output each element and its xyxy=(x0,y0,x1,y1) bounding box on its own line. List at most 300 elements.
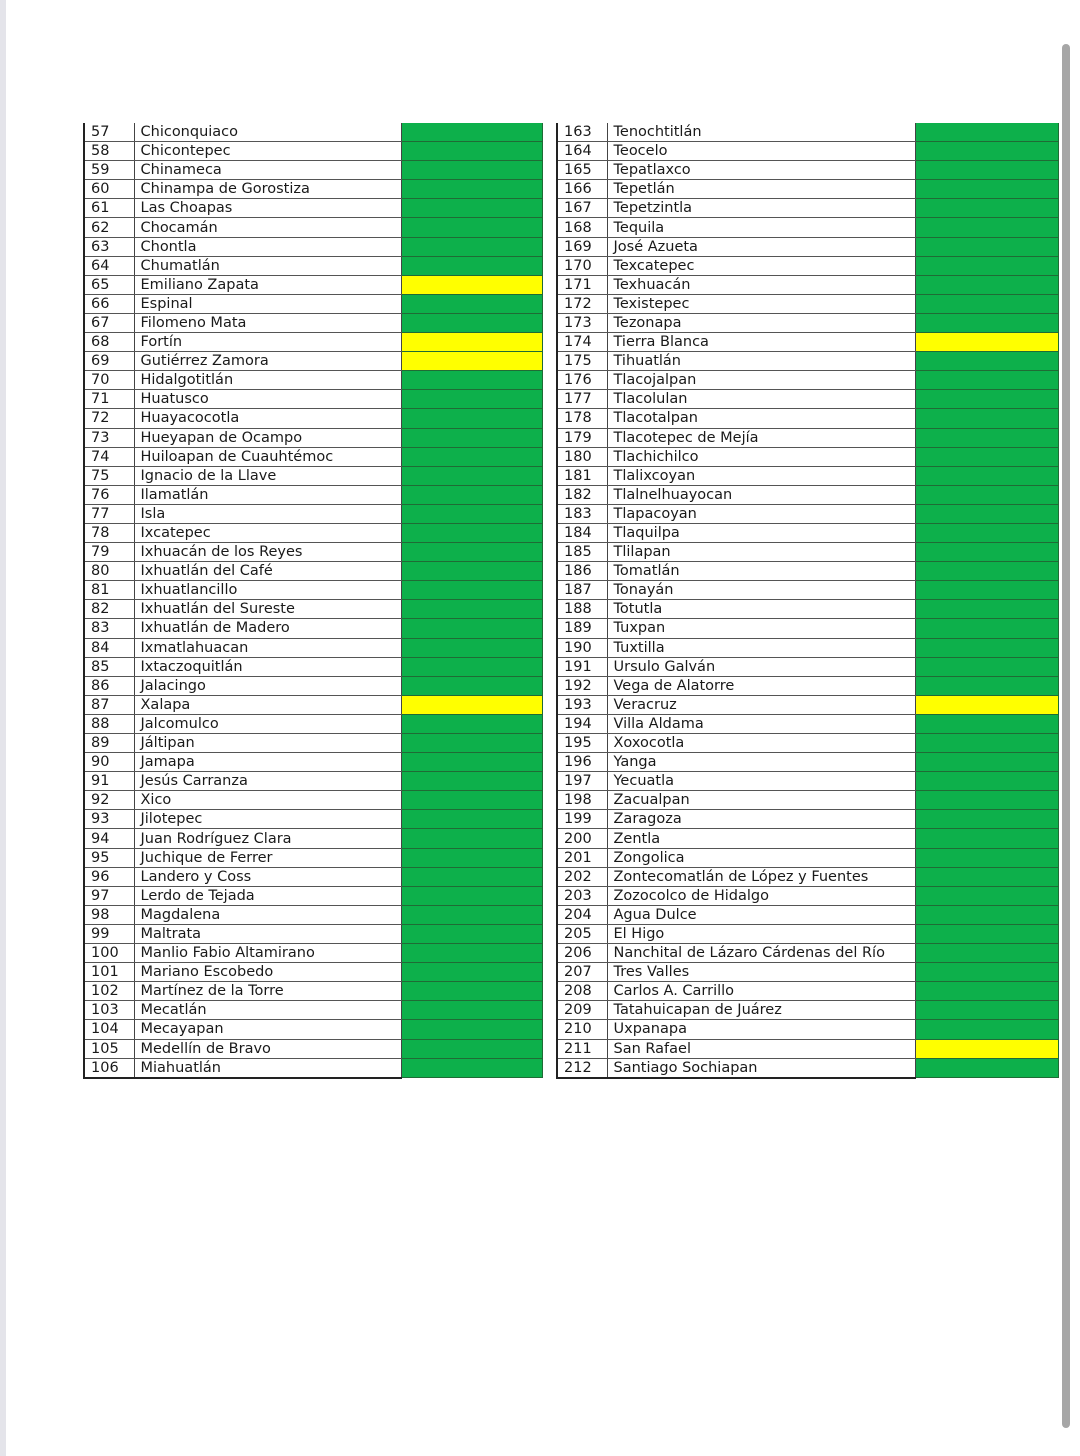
row-number: 184 xyxy=(557,523,607,542)
row-number: 62 xyxy=(84,218,134,237)
municipality-name: Nanchital de Lázaro Cárdenas del Río xyxy=(607,944,915,963)
status-cell-green xyxy=(401,142,542,161)
row-number: 190 xyxy=(557,638,607,657)
row-number: 176 xyxy=(557,371,607,390)
municipality-name: Tlaquilpa xyxy=(607,523,915,542)
table-row xyxy=(84,676,542,695)
municipality-name: Chontla xyxy=(134,237,401,256)
status-cell-green xyxy=(915,619,1058,638)
table-row xyxy=(84,848,542,867)
row-number: 73 xyxy=(84,428,134,447)
table-row xyxy=(84,810,542,829)
row-number: 90 xyxy=(84,753,134,772)
municipality-name: Juchique de Ferrer xyxy=(134,848,401,867)
table-row xyxy=(557,924,1058,943)
row-number: 95 xyxy=(84,848,134,867)
status-cell-green xyxy=(915,753,1058,772)
row-number: 69 xyxy=(84,352,134,371)
table-row xyxy=(84,333,542,352)
table-row xyxy=(557,199,1058,218)
municipality-name: Tepatlaxco xyxy=(607,161,915,180)
status-cell-green xyxy=(915,867,1058,886)
row-number: 92 xyxy=(84,791,134,810)
status-cell-green xyxy=(915,218,1058,237)
table-row xyxy=(84,982,542,1001)
status-cell-green xyxy=(401,409,542,428)
municipality-name: Ixtaczoquitlán xyxy=(134,657,401,676)
status-cell-green xyxy=(915,504,1058,523)
status-cell-green xyxy=(401,982,542,1001)
row-number: 203 xyxy=(557,886,607,905)
row-number: 186 xyxy=(557,562,607,581)
status-cell-yellow xyxy=(915,333,1058,352)
table-row xyxy=(557,123,1058,142)
municipality-name: Jesús Carranza xyxy=(134,772,401,791)
municipality-name: Chumatlán xyxy=(134,256,401,275)
municipality-name: Veracruz xyxy=(607,695,915,714)
status-cell-green xyxy=(915,1001,1058,1020)
table-row xyxy=(84,237,542,256)
municipality-name: Hueyapan de Ocampo xyxy=(134,428,401,447)
row-number: 183 xyxy=(557,504,607,523)
status-cell-green xyxy=(915,982,1058,1001)
row-number: 198 xyxy=(557,791,607,810)
table-row xyxy=(84,485,542,504)
table-row xyxy=(557,180,1058,199)
status-cell-green xyxy=(401,294,542,313)
municipality-name: Mecatlán xyxy=(134,1001,401,1020)
status-cell-green xyxy=(915,294,1058,313)
status-cell-green xyxy=(401,944,542,963)
table-row xyxy=(557,600,1058,619)
municipality-name: Tuxtilla xyxy=(607,638,915,657)
table-row xyxy=(557,485,1058,504)
municipality-table-left xyxy=(83,123,543,1079)
row-number: 191 xyxy=(557,657,607,676)
status-cell-green xyxy=(915,848,1058,867)
table-row xyxy=(557,390,1058,409)
status-cell-green xyxy=(401,905,542,924)
municipality-table-right xyxy=(556,123,1059,1079)
municipality-name: Texcatepec xyxy=(607,256,915,275)
table-row xyxy=(84,543,542,562)
row-number: 82 xyxy=(84,600,134,619)
municipality-name: El Higo xyxy=(607,924,915,943)
status-cell-yellow xyxy=(401,352,542,371)
row-number: 196 xyxy=(557,753,607,772)
status-cell-green xyxy=(915,924,1058,943)
municipality-name: Ixhuatlancillo xyxy=(134,581,401,600)
status-cell-green xyxy=(915,409,1058,428)
municipality-name: Ixcatepec xyxy=(134,523,401,542)
municipality-name: Huiloapan de Cuauhtémoc xyxy=(134,447,401,466)
table-row xyxy=(557,886,1058,905)
row-number: 65 xyxy=(84,275,134,294)
municipality-name: Lerdo de Tejada xyxy=(134,886,401,905)
row-number: 72 xyxy=(84,409,134,428)
status-cell-green xyxy=(401,523,542,542)
status-cell-green xyxy=(401,886,542,905)
status-cell-green xyxy=(401,543,542,562)
status-cell-green xyxy=(915,676,1058,695)
row-number: 209 xyxy=(557,1001,607,1020)
table-row xyxy=(84,371,542,390)
table-row xyxy=(557,619,1058,638)
table-row xyxy=(84,447,542,466)
status-cell-green xyxy=(915,905,1058,924)
row-number: 212 xyxy=(557,1058,607,1078)
row-number: 169 xyxy=(557,237,607,256)
municipality-name: Las Choapas xyxy=(134,199,401,218)
municipality-name: Texistepec xyxy=(607,294,915,313)
status-cell-green xyxy=(915,313,1058,332)
row-number: 170 xyxy=(557,256,607,275)
table-row xyxy=(557,275,1058,294)
table-row xyxy=(84,1001,542,1020)
row-number: 206 xyxy=(557,944,607,963)
row-number: 200 xyxy=(557,829,607,848)
table-row xyxy=(84,753,542,772)
municipality-name: Zongolica xyxy=(607,848,915,867)
municipality-name: Maltrata xyxy=(134,924,401,943)
status-cell-green xyxy=(401,123,542,142)
municipality-name: Manlio Fabio Altamirano xyxy=(134,944,401,963)
table-row xyxy=(557,543,1058,562)
table-row xyxy=(84,504,542,523)
row-number: 104 xyxy=(84,1020,134,1039)
status-cell-green xyxy=(915,371,1058,390)
municipality-name: Chinampa de Gorostiza xyxy=(134,180,401,199)
row-number: 163 xyxy=(557,123,607,142)
table-row xyxy=(557,237,1058,256)
status-cell-green xyxy=(915,447,1058,466)
row-number: 211 xyxy=(557,1039,607,1058)
status-cell-green xyxy=(915,161,1058,180)
municipality-name: Martínez de la Torre xyxy=(134,982,401,1001)
table-row xyxy=(557,562,1058,581)
row-number: 208 xyxy=(557,982,607,1001)
row-number: 179 xyxy=(557,428,607,447)
table-row xyxy=(557,657,1058,676)
table-row xyxy=(84,390,542,409)
table-row xyxy=(84,944,542,963)
status-cell-green xyxy=(401,371,542,390)
status-cell-green xyxy=(401,753,542,772)
row-number: 99 xyxy=(84,924,134,943)
municipality-name: Espinal xyxy=(134,294,401,313)
row-number: 57 xyxy=(84,123,134,142)
row-number: 172 xyxy=(557,294,607,313)
table-row xyxy=(84,657,542,676)
row-number: 187 xyxy=(557,581,607,600)
row-number: 61 xyxy=(84,199,134,218)
status-cell-green xyxy=(401,447,542,466)
table-row xyxy=(557,963,1058,982)
municipality-name: Tierra Blanca xyxy=(607,333,915,352)
table-row xyxy=(557,313,1058,332)
table-row xyxy=(84,581,542,600)
municipality-name: Chiconquiaco xyxy=(134,123,401,142)
row-number: 68 xyxy=(84,333,134,352)
table-row xyxy=(84,600,542,619)
row-number: 202 xyxy=(557,867,607,886)
municipality-name: Villa Aldama xyxy=(607,714,915,733)
status-cell-green xyxy=(401,1020,542,1039)
municipality-name: Tepetlán xyxy=(607,180,915,199)
municipality-name: Zentla xyxy=(607,829,915,848)
status-cell-green xyxy=(401,504,542,523)
row-number: 60 xyxy=(84,180,134,199)
row-number: 101 xyxy=(84,963,134,982)
status-cell-green xyxy=(915,142,1058,161)
table-row xyxy=(557,848,1058,867)
status-cell-green xyxy=(401,619,542,638)
municipality-name: Huayacocotla xyxy=(134,409,401,428)
vertical-scrollbar[interactable] xyxy=(1062,44,1070,1428)
status-cell-green xyxy=(915,390,1058,409)
table-row xyxy=(557,829,1058,848)
status-cell-green xyxy=(915,810,1058,829)
table-row xyxy=(84,275,542,294)
status-cell-green xyxy=(915,256,1058,275)
status-cell-green xyxy=(401,924,542,943)
row-number: 164 xyxy=(557,142,607,161)
table-row xyxy=(84,352,542,371)
status-cell-green xyxy=(401,218,542,237)
row-number: 194 xyxy=(557,714,607,733)
municipality-name: Ixmatlahuacan xyxy=(134,638,401,657)
row-number: 180 xyxy=(557,447,607,466)
municipality-name: Ixhuatlán de Madero xyxy=(134,619,401,638)
status-cell-green xyxy=(915,123,1058,142)
row-number: 195 xyxy=(557,734,607,753)
table-row xyxy=(84,123,542,142)
municipality-name: Filomeno Mata xyxy=(134,313,401,332)
status-cell-green xyxy=(915,600,1058,619)
row-number: 71 xyxy=(84,390,134,409)
municipality-name: Ixhuatlán del Café xyxy=(134,562,401,581)
status-cell-yellow xyxy=(401,333,542,352)
status-cell-green xyxy=(401,963,542,982)
municipality-name: Agua Dulce xyxy=(607,905,915,924)
row-number: 89 xyxy=(84,734,134,753)
status-cell-green xyxy=(915,352,1058,371)
row-number: 63 xyxy=(84,237,134,256)
municipality-name: Mecayapan xyxy=(134,1020,401,1039)
status-cell-green xyxy=(401,256,542,275)
table-row xyxy=(557,734,1058,753)
status-cell-green xyxy=(915,562,1058,581)
table-row xyxy=(84,867,542,886)
municipality-name: Xalapa xyxy=(134,695,401,714)
municipality-name: Zacualpan xyxy=(607,791,915,810)
municipality-name: Tlapacoyan xyxy=(607,504,915,523)
municipality-name: Huatusco xyxy=(134,390,401,409)
status-cell-green xyxy=(915,638,1058,657)
municipality-name: Zozocolco de Hidalgo xyxy=(607,886,915,905)
status-cell-green xyxy=(401,199,542,218)
row-number: 105 xyxy=(84,1039,134,1058)
status-cell-green xyxy=(915,180,1058,199)
table-row xyxy=(557,333,1058,352)
row-number: 88 xyxy=(84,714,134,733)
row-number: 84 xyxy=(84,638,134,657)
row-number: 166 xyxy=(557,180,607,199)
status-cell-green xyxy=(401,485,542,504)
status-cell-green xyxy=(915,963,1058,982)
municipality-name: Gutiérrez Zamora xyxy=(134,352,401,371)
row-number: 173 xyxy=(557,313,607,332)
municipality-name: Tomatlán xyxy=(607,562,915,581)
row-number: 74 xyxy=(84,447,134,466)
row-number: 185 xyxy=(557,543,607,562)
status-cell-green xyxy=(401,867,542,886)
row-number: 199 xyxy=(557,810,607,829)
scrollbar-thumb[interactable] xyxy=(1062,44,1070,1428)
table-row xyxy=(557,447,1058,466)
status-cell-green xyxy=(401,714,542,733)
status-cell-green xyxy=(401,772,542,791)
row-number: 93 xyxy=(84,810,134,829)
municipality-name: Tepetzintla xyxy=(607,199,915,218)
table-row xyxy=(84,695,542,714)
status-cell-yellow xyxy=(401,695,542,714)
municipality-name: Jalacingo xyxy=(134,676,401,695)
status-cell-green xyxy=(915,543,1058,562)
status-cell-green xyxy=(915,791,1058,810)
municipality-name: Tlalnelhuayocan xyxy=(607,485,915,504)
table-row xyxy=(557,982,1058,1001)
table-row xyxy=(84,829,542,848)
municipality-name: Tlachichilco xyxy=(607,447,915,466)
row-number: 171 xyxy=(557,275,607,294)
status-cell-green xyxy=(915,657,1058,676)
status-cell-green xyxy=(915,886,1058,905)
table-row xyxy=(557,1001,1058,1020)
table-row xyxy=(557,695,1058,714)
municipality-name: Carlos A. Carrillo xyxy=(607,982,915,1001)
row-number: 64 xyxy=(84,256,134,275)
status-cell-green xyxy=(401,466,542,485)
municipality-name: Jilotepec xyxy=(134,810,401,829)
status-cell-yellow xyxy=(915,695,1058,714)
table-row xyxy=(557,428,1058,447)
table-row xyxy=(84,1039,542,1058)
status-cell-green xyxy=(401,562,542,581)
table-row xyxy=(557,504,1058,523)
municipality-name: Zontecomatlán de López y Fuentes xyxy=(607,867,915,886)
row-number: 87 xyxy=(84,695,134,714)
status-cell-green xyxy=(915,829,1058,848)
municipality-name: Tlacotalpan xyxy=(607,409,915,428)
municipality-name: Vega de Alatorre xyxy=(607,676,915,695)
municipality-name: Totutla xyxy=(607,600,915,619)
municipality-name: Ilamatlán xyxy=(134,485,401,504)
status-cell-green xyxy=(915,944,1058,963)
status-cell-green xyxy=(915,581,1058,600)
row-number: 70 xyxy=(84,371,134,390)
row-number: 178 xyxy=(557,409,607,428)
status-cell-green xyxy=(915,485,1058,504)
row-number: 59 xyxy=(84,161,134,180)
status-cell-green xyxy=(915,772,1058,791)
row-number: 182 xyxy=(557,485,607,504)
row-number: 106 xyxy=(84,1058,134,1078)
row-number: 192 xyxy=(557,676,607,695)
municipality-name: Magdalena xyxy=(134,905,401,924)
table-row xyxy=(84,963,542,982)
municipality-name: Chinameca xyxy=(134,161,401,180)
table-row xyxy=(84,161,542,180)
municipality-name: Tatahuicapan de Juárez xyxy=(607,1001,915,1020)
status-cell-green xyxy=(401,390,542,409)
status-cell-yellow xyxy=(915,1039,1058,1058)
status-cell-green xyxy=(915,1020,1058,1039)
table-row xyxy=(84,428,542,447)
municipality-name: Mariano Escobedo xyxy=(134,963,401,982)
status-cell-green xyxy=(915,714,1058,733)
row-number: 197 xyxy=(557,772,607,791)
row-number: 201 xyxy=(557,848,607,867)
row-number: 174 xyxy=(557,333,607,352)
status-cell-green xyxy=(401,1039,542,1058)
municipality-name: Tlalixcoyan xyxy=(607,466,915,485)
table-row xyxy=(557,772,1058,791)
row-number: 102 xyxy=(84,982,134,1001)
row-number: 83 xyxy=(84,619,134,638)
municipality-name: Texhuacán xyxy=(607,275,915,294)
municipality-name: Isla xyxy=(134,504,401,523)
municipality-name: Ixhuacán de los Reyes xyxy=(134,543,401,562)
municipality-name: Chocamán xyxy=(134,218,401,237)
table-row xyxy=(84,924,542,943)
municipality-name: Santiago Sochiapan xyxy=(607,1058,915,1078)
row-number: 77 xyxy=(84,504,134,523)
table-row xyxy=(557,466,1058,485)
row-number: 207 xyxy=(557,963,607,982)
table-row xyxy=(557,218,1058,237)
table-row xyxy=(84,886,542,905)
municipality-name: Zaragoza xyxy=(607,810,915,829)
row-number: 210 xyxy=(557,1020,607,1039)
status-cell-green xyxy=(915,466,1058,485)
row-number: 97 xyxy=(84,886,134,905)
row-number: 103 xyxy=(84,1001,134,1020)
row-number: 175 xyxy=(557,352,607,371)
row-number: 168 xyxy=(557,218,607,237)
municipality-name: Tlacojalpan xyxy=(607,371,915,390)
table-row xyxy=(84,409,542,428)
status-cell-green xyxy=(401,734,542,753)
status-cell-yellow xyxy=(401,275,542,294)
municipality-name: Tonayán xyxy=(607,581,915,600)
table-row xyxy=(84,714,542,733)
table-row xyxy=(84,1058,542,1078)
status-cell-green xyxy=(915,237,1058,256)
status-cell-green xyxy=(401,657,542,676)
table-row xyxy=(557,753,1058,772)
row-number: 67 xyxy=(84,313,134,332)
row-number: 96 xyxy=(84,867,134,886)
page-edge xyxy=(0,0,6,1456)
table-row xyxy=(557,714,1058,733)
status-cell-green xyxy=(401,600,542,619)
table-row xyxy=(557,791,1058,810)
table-row xyxy=(84,1020,542,1039)
municipality-name: Tlacolulan xyxy=(607,390,915,409)
municipality-name: Juan Rodríguez Clara xyxy=(134,829,401,848)
table-row xyxy=(84,142,542,161)
